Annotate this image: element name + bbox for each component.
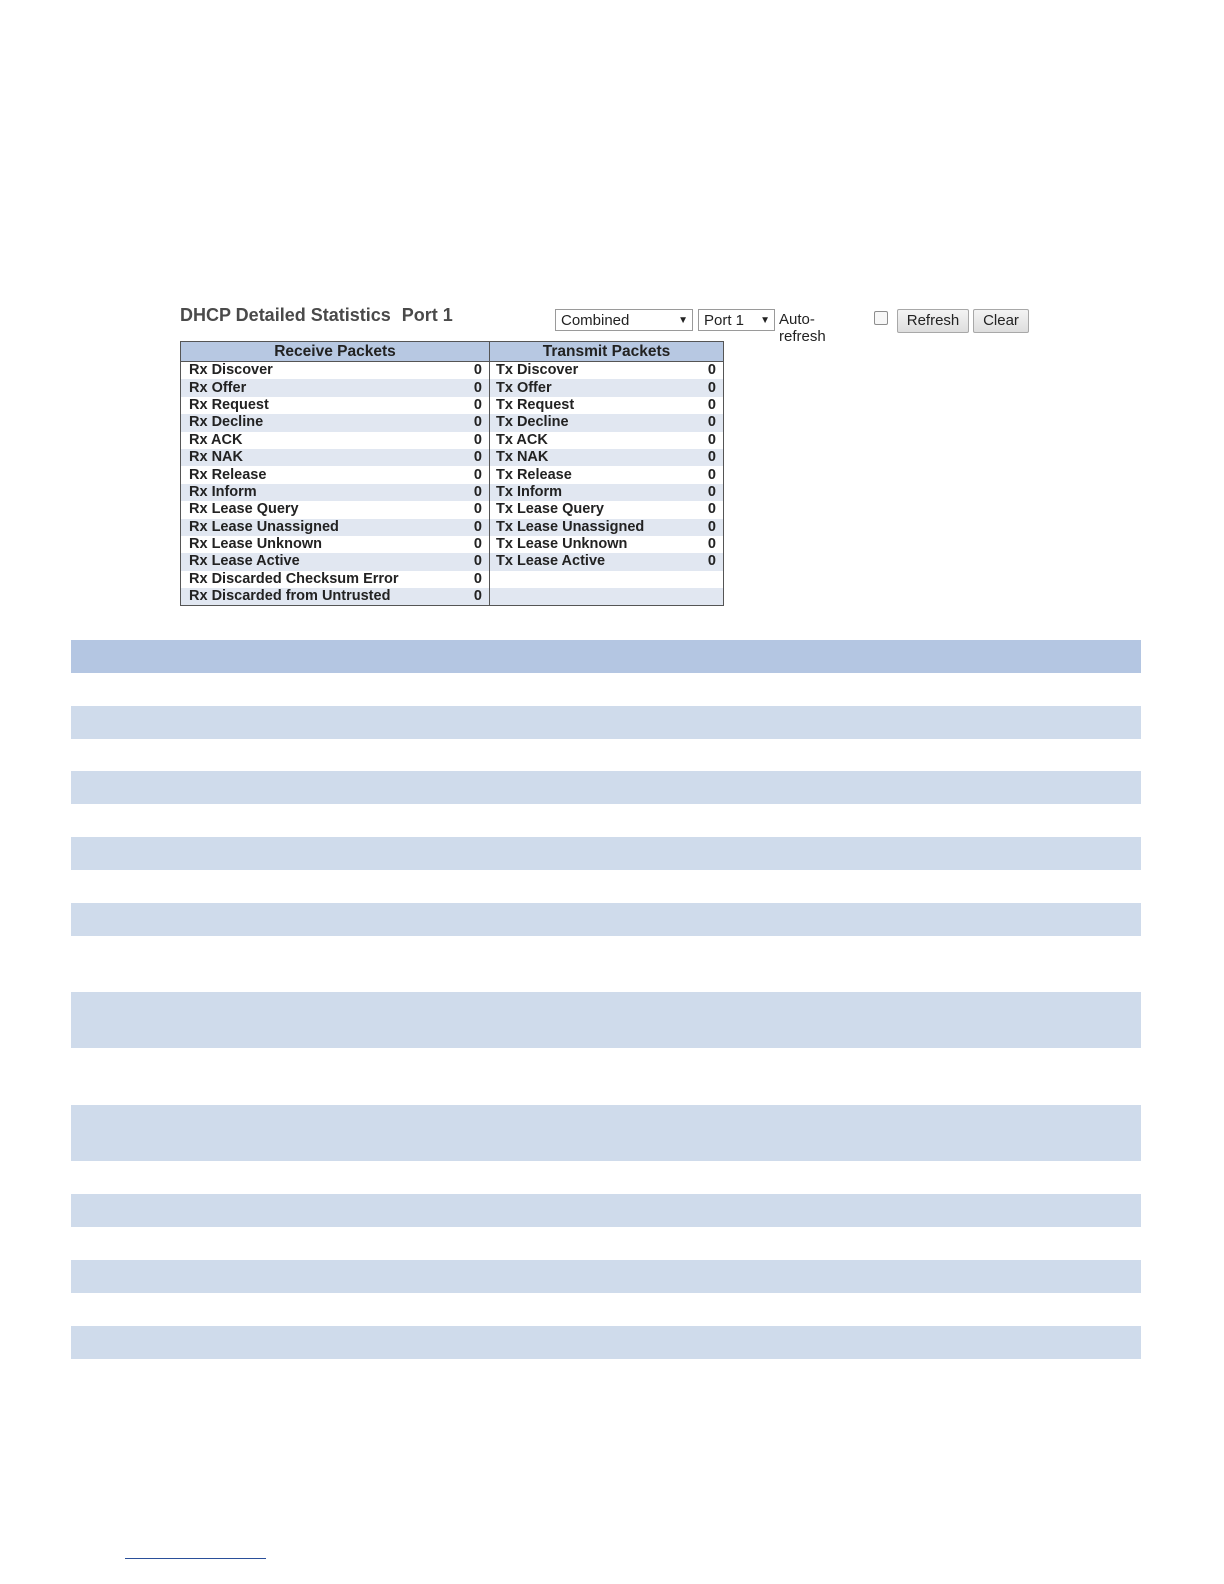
table-row <box>181 466 724 483</box>
rx-value: 0 <box>454 432 490 449</box>
page-title-text: DHCP Detailed Statistics <box>180 305 391 325</box>
table-row <box>181 501 724 518</box>
tx-label: Tx Release <box>490 466 697 483</box>
rx-value: 0 <box>454 397 490 414</box>
view-select[interactable] <box>555 309 693 331</box>
rx-label: Rx Request <box>181 397 455 414</box>
table-band <box>71 837 1141 870</box>
rx-value: 0 <box>454 449 490 466</box>
rx-label: Rx Discarded Checksum Error <box>181 571 455 588</box>
table-row <box>181 571 724 588</box>
rx-value: 0 <box>454 362 490 380</box>
tx-value: 0 <box>696 519 724 536</box>
table-row <box>181 397 724 414</box>
tx-label <box>490 571 697 588</box>
tx-label: Tx Offer <box>490 379 697 396</box>
tx-value: 0 <box>696 466 724 483</box>
tx-label: Tx Lease Active <box>490 553 697 570</box>
clear-button[interactable]: Clear <box>973 309 1029 333</box>
header-band <box>71 640 1141 673</box>
rx-value: 0 <box>454 519 490 536</box>
table-band <box>71 1105 1141 1161</box>
table-band <box>71 706 1141 739</box>
auto-refresh-checkbox[interactable] <box>874 311 888 325</box>
table-row <box>181 449 724 466</box>
rx-value: 0 <box>454 466 490 483</box>
table-row <box>181 553 724 570</box>
page-title <box>180 305 453 326</box>
table-row <box>181 379 724 396</box>
table-row <box>181 588 724 606</box>
rx-label: Rx Lease Unassigned <box>181 519 455 536</box>
page-title-port: Port 1 <box>401 305 453 325</box>
port-select-value: Port 1 <box>704 312 745 329</box>
table-row <box>181 484 724 501</box>
refresh-button[interactable]: Refresh <box>897 309 969 333</box>
rx-value: 0 <box>454 484 490 501</box>
tx-value: 0 <box>696 449 724 466</box>
tx-value: 0 <box>696 432 724 449</box>
tx-label: Tx Discover <box>490 362 697 380</box>
table-band <box>71 1260 1141 1293</box>
rx-label: Rx Discarded from Untrusted <box>181 588 455 606</box>
table-band <box>71 1194 1141 1227</box>
tx-label: Tx Lease Query <box>490 501 697 518</box>
rx-value: 0 <box>454 588 490 606</box>
tx-label: Tx Request <box>490 397 697 414</box>
tx-value: 0 <box>696 397 724 414</box>
rx-label: Rx Decline <box>181 414 455 431</box>
rx-label: Rx Lease Active <box>181 553 455 570</box>
receive-packets-header: Receive Packets <box>181 342 490 362</box>
table-header-row <box>181 342 724 362</box>
table-row <box>181 414 724 431</box>
stats-body <box>181 362 724 606</box>
rx-value: 0 <box>454 553 490 570</box>
tx-value: 0 <box>696 414 724 431</box>
rx-label: Rx Discover <box>181 362 455 380</box>
auto-refresh-label: Auto-refresh <box>779 311 826 345</box>
rx-label: Rx Offer <box>181 379 455 396</box>
transmit-packets-header: Transmit Packets <box>490 342 724 362</box>
tx-value: 0 <box>696 484 724 501</box>
footnote-divider <box>125 1558 266 1559</box>
tx-label: Tx Lease Unassigned <box>490 519 697 536</box>
table-row <box>181 536 724 553</box>
rx-label: Rx Inform <box>181 484 455 501</box>
rx-label: Rx ACK <box>181 432 455 449</box>
rx-label: Rx Lease Query <box>181 501 455 518</box>
table-row <box>181 432 724 449</box>
rx-value: 0 <box>454 501 490 518</box>
tx-label: Tx Inform <box>490 484 697 501</box>
table-band <box>71 1326 1141 1359</box>
table-band <box>71 903 1141 936</box>
rx-label: Rx Lease Unknown <box>181 536 455 553</box>
rx-value: 0 <box>454 414 490 431</box>
view-select-value: Combined <box>561 312 630 329</box>
rx-value: 0 <box>454 536 490 553</box>
tx-label: Tx ACK <box>490 432 697 449</box>
tx-label: Tx Decline <box>490 414 697 431</box>
tx-value <box>696 571 724 588</box>
tx-value: 0 <box>696 553 724 570</box>
tx-value: 0 <box>696 501 724 518</box>
rx-label: Rx Release <box>181 466 455 483</box>
dropdown-arrow-icon: ▼ <box>760 315 770 326</box>
table-row <box>181 519 724 536</box>
tx-value: 0 <box>696 536 724 553</box>
rx-value: 0 <box>454 571 490 588</box>
dhcp-statistics-table <box>180 341 724 606</box>
tx-label: Tx NAK <box>490 449 697 466</box>
tx-value: 0 <box>696 379 724 396</box>
rx-label: Rx NAK <box>181 449 455 466</box>
rx-value: 0 <box>454 379 490 396</box>
tx-label <box>490 588 697 606</box>
port-select[interactable] <box>698 309 775 331</box>
table-band <box>71 992 1141 1048</box>
dropdown-arrow-icon: ▼ <box>678 315 688 326</box>
table-row <box>181 362 724 380</box>
tx-label: Tx Lease Unknown <box>490 536 697 553</box>
tx-value: 0 <box>696 362 724 380</box>
table-band <box>71 771 1141 804</box>
tx-value <box>696 588 724 606</box>
